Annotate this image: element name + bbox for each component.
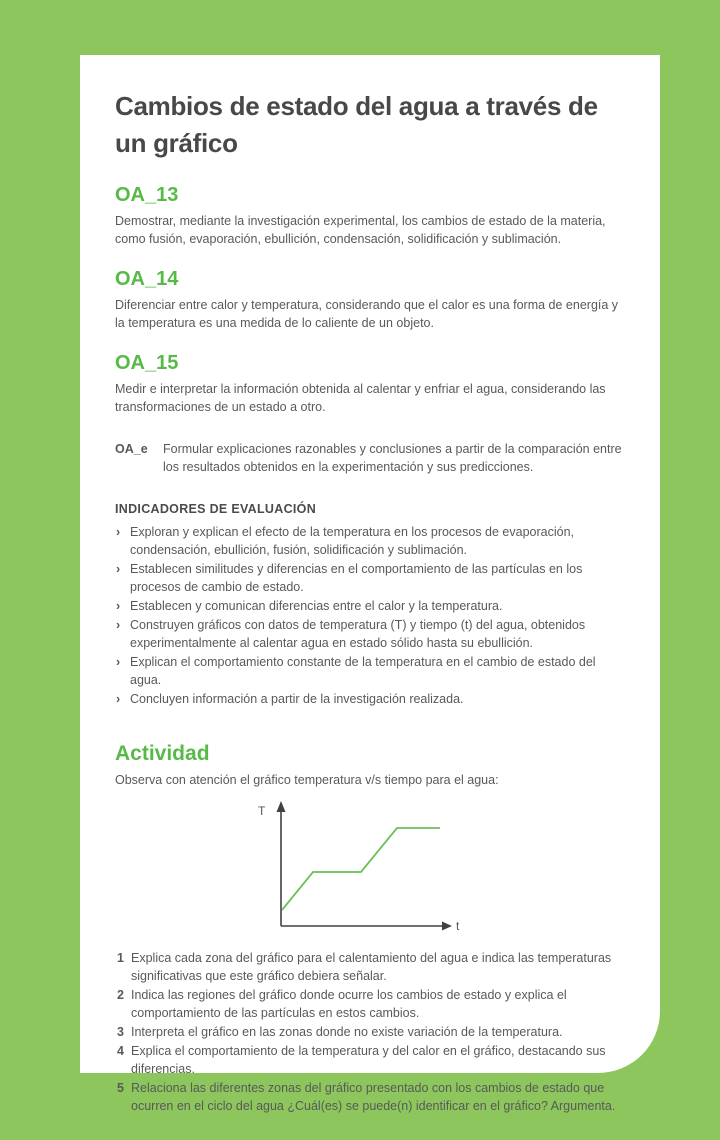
indicators-list <box>115 523 630 708</box>
indicator-text: Concluyen información a partir de la investigación realizada. <box>130 692 464 706</box>
question-item <box>115 1023 630 1041</box>
oa13-body: Demostrar, mediante la investigación experimental, los cambios de estado de la materia, como fusión, evaporación, ebullición, condensación, solidificación y sublimación. <box>115 214 606 246</box>
question-text: Indica las regiones del gráfico donde ocurre los cambios de estado y explica el comportamiento de las partículas en estos cambios. <box>131 988 567 1020</box>
oa15-body: Medir e interpretar la información obtenida al calentar y enfriar el agua, considerando las transformaciones de un estado a otro. <box>115 382 606 414</box>
question-number: 5 <box>117 1081 124 1095</box>
indicator-item <box>115 597 630 615</box>
bullet-icon: › <box>116 525 121 539</box>
indicator-item <box>115 616 630 652</box>
question-text: Relaciona las diferentes zonas del gráfico presentado con los cambios de estado que ocurren en el ciclo del agua ¿Cuál(es) se puede(n) identificar en el gráfico? Argumenta. <box>131 1081 616 1113</box>
indicator-text: Construyen gráficos con datos de temperatura (T) y tiempo (t) del agua, obtenidos experimentalmente al calentar agua en estado sólido hasta su ebullición. <box>130 618 586 650</box>
chart-y-axis-arrow-icon <box>277 801 286 812</box>
page-title-line2: un gráfico <box>115 128 238 158</box>
oa15-heading: OA_15 <box>115 352 179 374</box>
indicator-item <box>115 690 630 708</box>
bullet-icon: › <box>116 562 121 576</box>
temperature-time-chart <box>250 799 465 939</box>
oa-e-row <box>115 440 630 476</box>
oa-e-text: Formular explicaciones razonables y conclusiones a partir de la comparación entre los resultados obtenidos en la experimentación y sus predicciones. <box>163 442 622 474</box>
question-text: Explica cada zona del gráfico para el calentamiento del agua e indica las temperaturas significativas que este gráfico debiera señalar. <box>131 951 612 983</box>
bullet-icon: › <box>116 692 121 706</box>
question-number: 2 <box>117 988 124 1002</box>
question-text: Interpreta el gráfico en las zonas donde no existe variación de la temperatura. <box>131 1025 563 1039</box>
bullet-icon: › <box>116 618 121 632</box>
question-item <box>115 986 630 1022</box>
worksheet-card <box>80 55 660 1113</box>
indicators-heading: INDICADORES DE EVALUACIÓN <box>115 502 317 516</box>
oa-e-label: OA_e <box>115 442 148 456</box>
oa14-heading: OA_14 <box>115 268 179 290</box>
indicator-text: Exploran y explican el efecto de la temperatura en los procesos de evaporación, condensación, ebullición, fusión, solidificación y sublimación. <box>130 525 575 557</box>
indicator-text: Establecen y comunican diferencias entre el calor y la temperatura. <box>130 599 503 613</box>
bullet-icon: › <box>116 599 121 613</box>
question-number: 4 <box>117 1044 124 1058</box>
question-number: 1 <box>117 951 124 965</box>
activity-questions-list <box>115 949 630 1115</box>
question-item <box>115 1079 630 1115</box>
chart-x-axis-arrow-icon <box>442 922 452 931</box>
question-text: Explica el comportamiento de la temperatura y del calor en el gráfico, destacando sus diferencias. <box>131 1044 606 1076</box>
question-item <box>115 1042 630 1078</box>
indicator-item <box>115 560 630 596</box>
question-number: 3 <box>117 1025 124 1039</box>
bullet-icon: › <box>116 655 121 669</box>
chart-x-label: t <box>456 919 460 933</box>
indicator-text: Explican el comportamiento constante de la temperatura en el cambio de estado del agua. <box>130 655 596 687</box>
activity-heading: Actividad <box>115 742 210 765</box>
question-item <box>115 949 630 985</box>
oa13-heading: OA_13 <box>115 184 179 206</box>
activity-intro: Observa con atención el gráfico temperatura v/s tiempo para el agua: <box>115 773 499 787</box>
oa14-body: Diferenciar entre calor y temperatura, considerando que el calor es una forma de energía y la temperatura es una medida de lo caliente de un objeto. <box>115 298 619 330</box>
indicator-item <box>115 653 630 689</box>
heating-curve-line <box>282 828 440 910</box>
page-title <box>115 88 630 162</box>
chart-y-label: T <box>258 804 266 818</box>
indicator-item <box>115 523 630 559</box>
indicator-text: Establecen similitudes y diferencias en el comportamiento de las partículas en los procesos de cambio de estado. <box>130 562 583 594</box>
page-title-line1: Cambios de estado del agua a través de <box>115 91 598 121</box>
